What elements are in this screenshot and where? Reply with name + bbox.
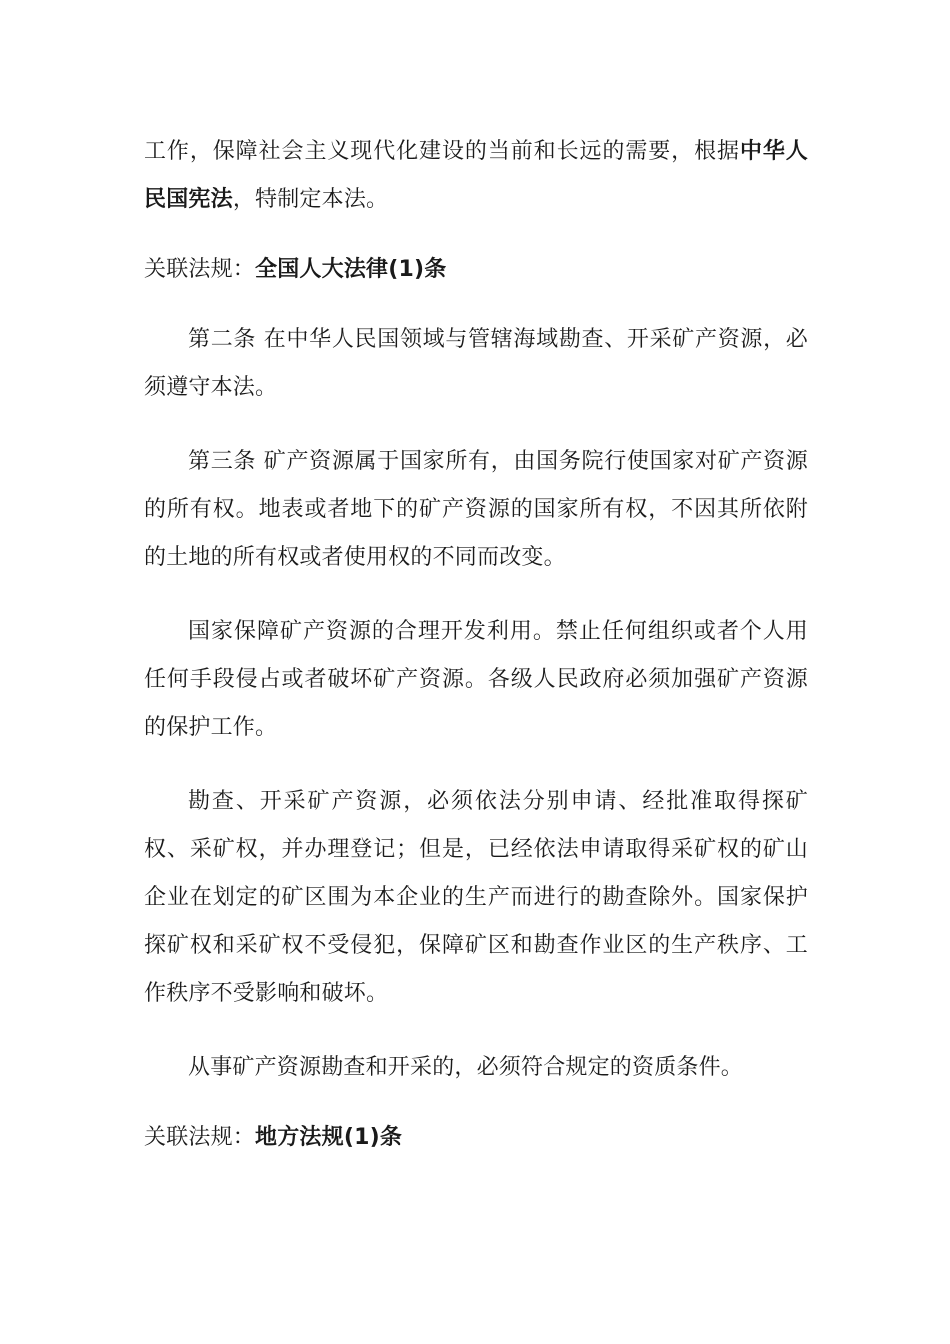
related-laws-link-national[interactable]: 全国人大法律(1)条 <box>255 257 447 282</box>
article-3: 第三条 矿产资源属于国家所有，由国务院行使国家对矿产资源的所有权。地表或者地下的矿产资源的国家所有权，不因其所依附的土地的所有权或者使用权的不同而改变。 <box>144 449 808 570</box>
paragraph-qualification: 从事矿产资源勘查和开采的，必须符合规定的资质条件。 <box>188 1055 744 1080</box>
article-2: 第二条 在中华人民国领域与管辖海域勘查、开采矿产资源，必须遵守本法。 <box>144 327 808 400</box>
document-page <box>144 128 808 1162</box>
intro-text-1: 工作，保障社会主义现代化建设的当前和长远的需要，根据 <box>144 139 740 164</box>
paragraph-protection: 国家保障矿产资源的合理开发利用。禁止任何组织或者个人用任何手段侵占或者破坏矿产资源。各级人民政府必须加强矿产资源的保护工作。 <box>144 619 808 740</box>
related-laws-link-local[interactable]: 地方法规(1)条 <box>255 1125 403 1150</box>
intro-text-2: ，特制定本法。 <box>232 187 389 212</box>
related-laws-label: 关联法规： <box>144 1125 256 1150</box>
related-laws-1 <box>144 246 808 294</box>
constitution-reference[interactable]: 中华人民国宪法 <box>144 139 808 212</box>
related-laws-label: 关联法规： <box>144 257 256 282</box>
paragraph-license: 勘查、开采矿产资源，必须依法分别申请、经批准取得探矿权、采矿权，并办理登记；但是，已经依法申请取得采矿权的矿山企业在划定的矿区围为本企业的生产而进行的勘查除外。国家保护探矿权和采矿权不受侵犯，保障矿区和勘查作业区的生产秩序、工作秩序不受影响和破坏。 <box>144 789 808 1006</box>
intro-paragraph <box>144 128 808 224</box>
related-laws-2 <box>144 1114 808 1162</box>
